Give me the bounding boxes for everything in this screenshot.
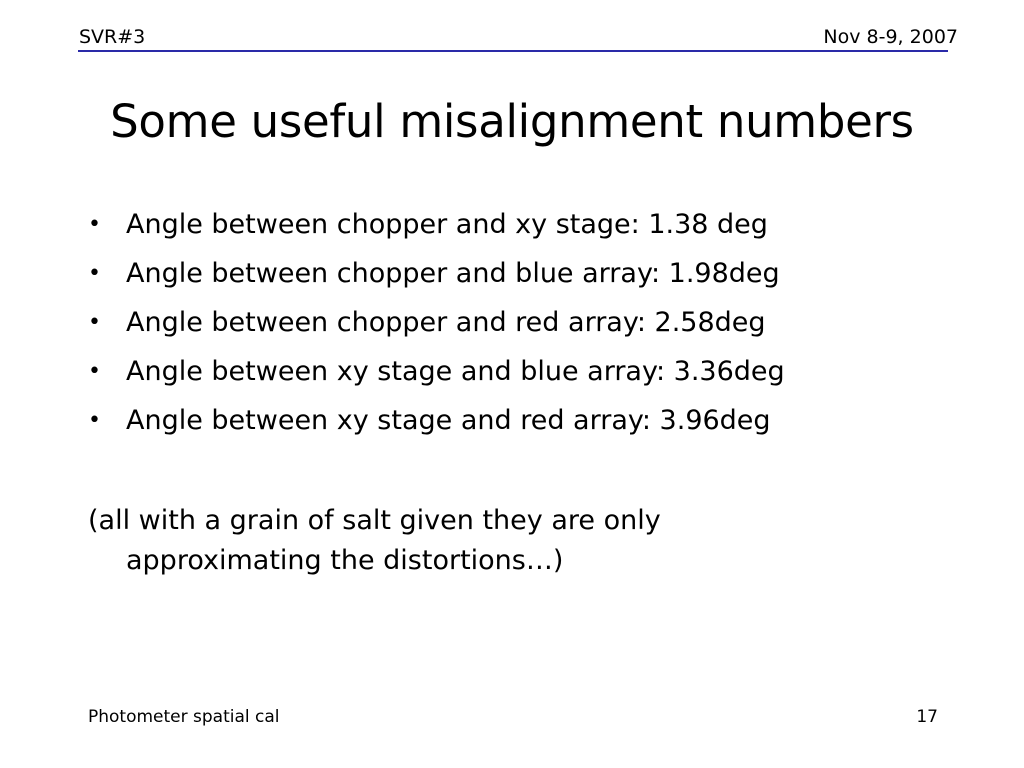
bullet-icon: •	[88, 212, 101, 237]
bullet-item	[88, 254, 968, 294]
footer-title: Photometer spatial cal	[88, 707, 280, 727]
bullet-text: Angle between chopper and xy stage: 1.38 deg	[126, 209, 768, 240]
bullet-text: Angle between xy stage and blue array: 3.36deg	[126, 356, 785, 387]
caveat-note	[88, 501, 848, 581]
bullet-icon: •	[88, 261, 101, 286]
bullet-list	[88, 205, 968, 450]
bullet-item	[88, 303, 968, 343]
caveat-note-line2: approximating the distortions…)	[126, 545, 564, 576]
header-session-label: SVR#3	[79, 26, 146, 48]
bullet-icon: •	[88, 408, 101, 433]
header-date: Nov 8-9, 2007	[823, 26, 958, 48]
bullet-text: Angle between xy stage and red array: 3.96deg	[126, 405, 771, 436]
bullet-text: Angle between chopper and blue array: 1.98deg	[126, 258, 780, 289]
bullet-icon: •	[88, 310, 101, 335]
bullet-item	[88, 205, 968, 245]
header-divider	[78, 50, 948, 52]
page-number: 17	[916, 707, 938, 727]
bullet-item	[88, 401, 968, 441]
slide-title: Some useful misalignment numbers	[110, 95, 914, 148]
bullet-item	[88, 352, 968, 392]
bullet-text: Angle between chopper and red array: 2.58deg	[126, 307, 766, 338]
bullet-icon: •	[88, 359, 101, 384]
caveat-note-line1: (all with a grain of salt given they are only	[88, 505, 661, 536]
